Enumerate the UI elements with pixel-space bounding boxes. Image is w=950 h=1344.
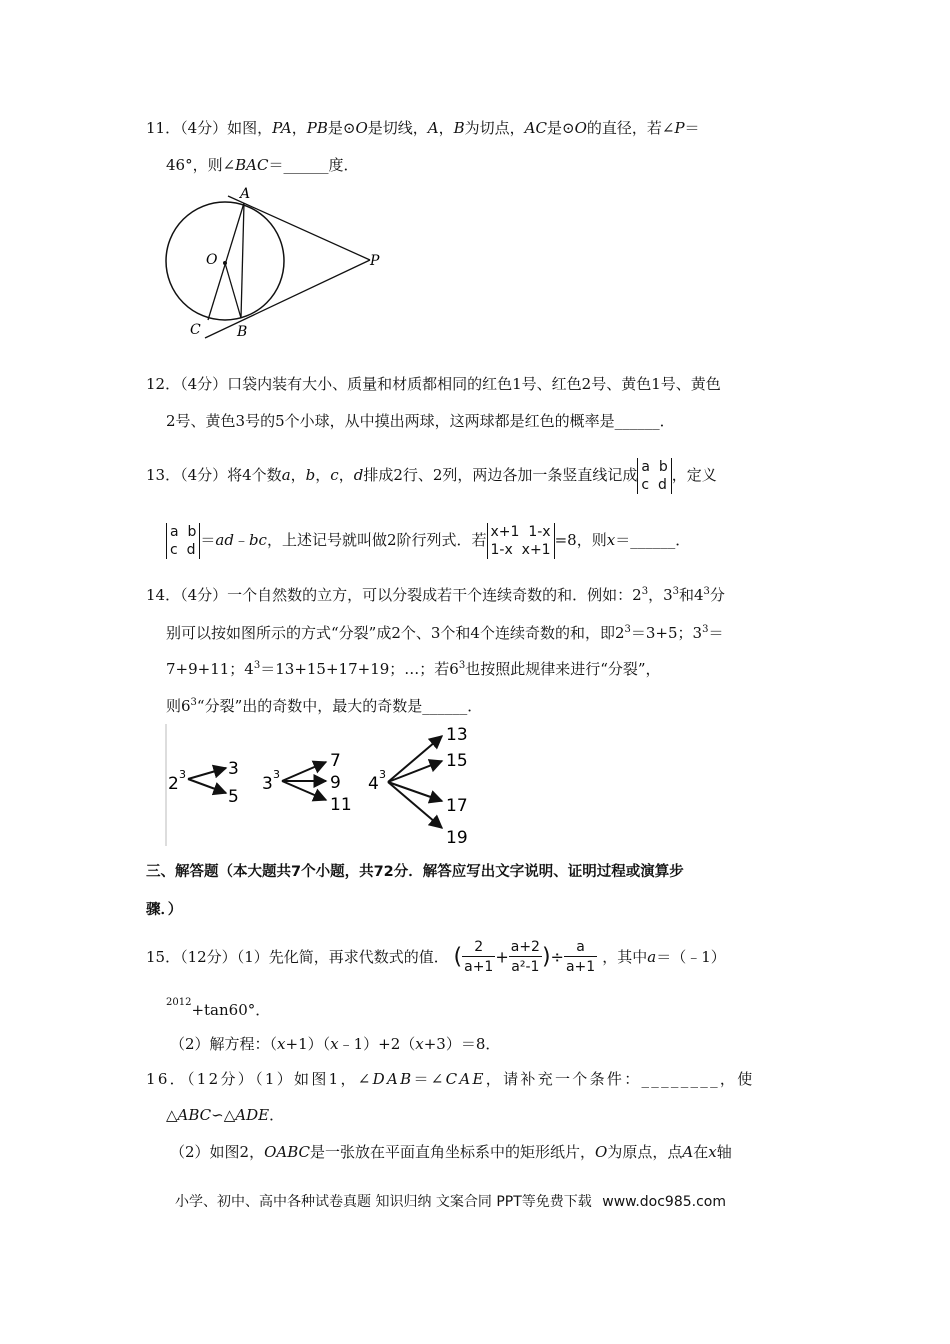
exponent: 3 [624, 624, 631, 635]
q16-var: ABC [177, 1106, 212, 1124]
q15-line1 [146, 934, 726, 981]
section-heading-text: 三、解答题（本大题共7个小题，共72分．解答应写出文字说明、证明过程或演算步 [146, 864, 684, 880]
exp-4: 3 [379, 768, 386, 781]
q11-line1 [146, 118, 700, 138]
q12-number: 12． [146, 375, 181, 393]
label-c: C [190, 322, 201, 338]
q16-text: ∽△ [211, 1106, 236, 1124]
q15-text: （2）解方程：（ [170, 1035, 278, 1053]
q14-text: 7+9+11；4 [166, 660, 254, 678]
q13-text: ﹣ [233, 531, 249, 549]
q11-text: 是⊙ [327, 119, 356, 137]
fraction-3 [564, 938, 597, 977]
q11-circle-tangent-figure [160, 185, 390, 340]
exponent: 3 [458, 660, 466, 671]
det-row: x+1 1-x [490, 524, 551, 540]
q16-var: ADE [235, 1106, 270, 1124]
q14-text: ＝3+5；3 [630, 624, 703, 642]
section-heading-line2 [146, 900, 182, 920]
fraction-1 [462, 938, 495, 977]
q13-number: 13． [146, 466, 181, 484]
arrow-3-11 [282, 781, 326, 800]
det-row: 1-x x+1 [490, 542, 551, 558]
q16-text: △ [166, 1106, 178, 1124]
q15-text: ，其中 [602, 948, 648, 966]
q16-text: 是一张放在平面直角坐标系中的矩形纸片， [310, 1143, 596, 1161]
q13-var: x [606, 531, 616, 549]
q16-text: 轴 [716, 1143, 732, 1161]
det-row: a b [170, 524, 197, 540]
q11-text: 是切线， [367, 119, 428, 137]
denominator: a+1 [565, 959, 596, 975]
label-b: B [237, 324, 248, 340]
det-row: c d [641, 477, 667, 493]
label-a: A [240, 186, 251, 202]
section-heading-text: 骤．） [146, 902, 183, 918]
q13-text: 将4个数 [227, 466, 282, 484]
q13-text: 排成2行、2列，两边各加一条竖直线记成 [363, 466, 638, 484]
q13-text: ， [290, 466, 306, 484]
q11-line2 [166, 155, 359, 175]
base-3: 3 [262, 774, 273, 794]
q15-text: ＝（﹣1） [656, 948, 726, 966]
q11-var: BAC [235, 156, 269, 174]
q15-var: x [415, 1035, 424, 1053]
q13-line1 [146, 458, 717, 494]
paren: ( [453, 944, 463, 970]
operator: ÷ [550, 947, 564, 967]
exponent: 2012 [166, 997, 192, 1008]
q16-text: ＝∠ [413, 1070, 446, 1088]
q13-var: b [305, 466, 316, 484]
q13-text: =8，则 [554, 531, 607, 549]
q12-points: （4分） [180, 375, 228, 393]
q11-number: 11． [146, 119, 181, 137]
exponent: 3 [641, 586, 649, 597]
base-2: 2 [168, 774, 179, 794]
q16-points: （12分） [187, 1070, 256, 1088]
val-17: 17 [446, 796, 468, 816]
q14-text: 和4 [678, 586, 704, 604]
exponent: 3 [703, 586, 710, 597]
q16-var: x [708, 1143, 717, 1161]
q14-text: ，3 [648, 586, 673, 604]
label-o: O [206, 252, 218, 268]
q16-text: 为原点，点 [607, 1143, 683, 1161]
label-p: P [370, 253, 380, 269]
q16-var: CAE [445, 1070, 486, 1088]
exp-2: 3 [179, 768, 186, 781]
q11-var: PA [272, 119, 292, 137]
q15-number: 15． [146, 948, 181, 966]
det-row: a b [641, 459, 668, 475]
q15-var: x [330, 1035, 339, 1053]
q16-var: O [595, 1143, 608, 1161]
q11-var: B [453, 119, 465, 137]
tangent-pa [228, 196, 370, 260]
q12-line1 [146, 374, 721, 394]
arrow-4-17 [388, 782, 442, 801]
q13-text: ，上述记号就叫做2阶行列式．若 [266, 531, 487, 549]
q11-var: AC [524, 119, 547, 137]
exponent: 3 [702, 624, 709, 635]
q13-var: a [281, 466, 291, 484]
q14-text: ＝13+15+17+19；…；若6 [260, 660, 459, 678]
q11-var: O [355, 119, 368, 137]
q16-var: OABC [264, 1143, 311, 1161]
q16-var: DAB [372, 1070, 414, 1088]
exponent: 3 [190, 697, 197, 708]
arrow-4-13 [388, 736, 442, 782]
q13-text: ， [315, 466, 331, 484]
q14-answer-blank: “分裂”出的奇数中，最大的奇数是______． [196, 697, 483, 715]
q16-part2 [170, 1142, 732, 1162]
determinant-notation [637, 458, 671, 494]
q14-text: ＝ [708, 624, 724, 642]
q14-text: 也按照此规律来进行“分裂”， [465, 660, 661, 678]
val-7: 7 [330, 751, 341, 771]
q14-text: 别可以按如图所示的方式“分裂”成2个、3个和4个连续奇数的和，即2 [166, 624, 625, 642]
q13-var: c [330, 466, 339, 484]
q16-answer-blank: ，请补充一个条件：________，使 [485, 1070, 755, 1088]
q13-line2 [166, 523, 690, 559]
page-footer [175, 1192, 726, 1212]
footer-text: 小学、初中、高中各种试卷真题 知识归纳 文案合同 PPT等免费下载 [175, 1194, 592, 1210]
arrow-4-15 [388, 761, 442, 782]
q14-line3 [166, 656, 661, 679]
q15-var: a [647, 948, 657, 966]
q11-var: PB [306, 119, 328, 137]
q14-text: 分 [709, 586, 725, 604]
val-19: 19 [446, 828, 468, 848]
determinant-definition [166, 523, 200, 559]
det-row: c d [170, 542, 196, 558]
q15-text: +1）（ [285, 1035, 331, 1053]
exp-3: 3 [273, 768, 280, 781]
q13-text: ＝ [200, 531, 216, 549]
q14-line1 [146, 582, 725, 605]
q11-text: 46°，则∠ [166, 156, 236, 174]
q16-number: 16． [146, 1070, 187, 1088]
numerator: 2 [462, 938, 495, 957]
q12-text: 口袋内装有大小、质量和材质都相同的红色1号、红色2号、黄色1号、黄色 [227, 375, 721, 393]
q11-answer-blank: ＝______度． [268, 156, 359, 174]
val-3: 3 [228, 759, 239, 779]
q15-text: +3）＝8． [423, 1035, 501, 1053]
arrow-2-3 [188, 768, 226, 779]
chord-ab [241, 203, 244, 318]
denominator: a+1 [464, 959, 494, 975]
denominator: a²-1 [511, 959, 540, 975]
numerator: a+2 [510, 939, 540, 955]
q16-var: A [682, 1143, 694, 1161]
q13-answer-blank: ＝______． [615, 531, 691, 549]
q15-line2 [166, 997, 270, 1020]
q14-text: 一个自然数的立方，可以分裂成若干个连续奇数的和．例如：2 [227, 586, 642, 604]
exponent: 3 [672, 586, 679, 597]
arrow-2-5 [188, 779, 226, 793]
q15-text: （1）先化简，再求代数式的值． [236, 948, 449, 966]
operator: + [495, 947, 509, 967]
val-9: 9 [330, 773, 341, 793]
q14-text: 则6 [166, 697, 191, 715]
fraction-2 [509, 938, 542, 977]
q13-var: ad [215, 531, 234, 549]
section-heading-line1 [146, 862, 684, 882]
q13-var: d [353, 466, 364, 484]
val-5: 5 [228, 787, 239, 807]
q15-points: （12分） [180, 948, 237, 966]
q16-line2 [166, 1105, 284, 1125]
segment-ob [225, 263, 241, 318]
val-15: 15 [446, 751, 468, 771]
q11-text: 是⊙ [546, 119, 575, 137]
q13-text: ，定义 [671, 466, 717, 484]
q16-text: （2）如图2， [170, 1143, 265, 1161]
base-4: 4 [368, 774, 379, 794]
paren: ) [541, 944, 551, 970]
q11-var: O [574, 119, 587, 137]
q12-text: 2号、黄色3号的5个小球，从中摸出两球，这两球都是红色的概率是______． [166, 412, 675, 430]
arrow-4-19 [388, 782, 442, 828]
q15-text: +tan60°． [191, 1001, 271, 1019]
q14-line4 [166, 693, 482, 716]
q12-line2 [166, 411, 675, 431]
center-dot [223, 261, 227, 265]
val-13: 13 [446, 725, 468, 745]
q13-var: bc [248, 531, 267, 549]
tangent-pb [205, 260, 370, 338]
q11-points: （4分） [180, 119, 228, 137]
exponent: 3 [253, 660, 261, 671]
val-11: 11 [330, 795, 352, 815]
q13-points: （4分） [180, 466, 228, 484]
q15-text: ﹣1）+2（ [338, 1035, 416, 1053]
determinant-equation [487, 523, 555, 559]
q14-cube-split-figure [164, 722, 484, 848]
q16-text: ． [269, 1106, 285, 1124]
q13-text: ， [338, 466, 354, 484]
q14-number: 14． [146, 586, 181, 604]
q16-line1 [146, 1069, 755, 1089]
q11-text: ＝ [684, 119, 700, 137]
q11-text: 为切点， [464, 119, 525, 137]
q14-points: （4分） [180, 586, 228, 604]
q11-var: A [427, 119, 439, 137]
q16-text: 在 [693, 1143, 709, 1161]
q11-text: 如图， [227, 119, 273, 137]
expression [453, 939, 603, 975]
q15-part2 [170, 1034, 500, 1054]
q14-line2 [166, 620, 723, 643]
arrow-3-7 [282, 762, 326, 781]
q15-var: x [277, 1035, 286, 1053]
q16-text: （1）如图1，∠ [255, 1070, 373, 1088]
q11-text: ， [291, 119, 307, 137]
q11-text: ， [438, 119, 454, 137]
footer-link[interactable]: www.doc985.com [602, 1194, 726, 1210]
q11-text: 的直径，若∠ [586, 119, 675, 137]
numerator: a [564, 938, 597, 957]
q11-var: P [674, 119, 685, 137]
